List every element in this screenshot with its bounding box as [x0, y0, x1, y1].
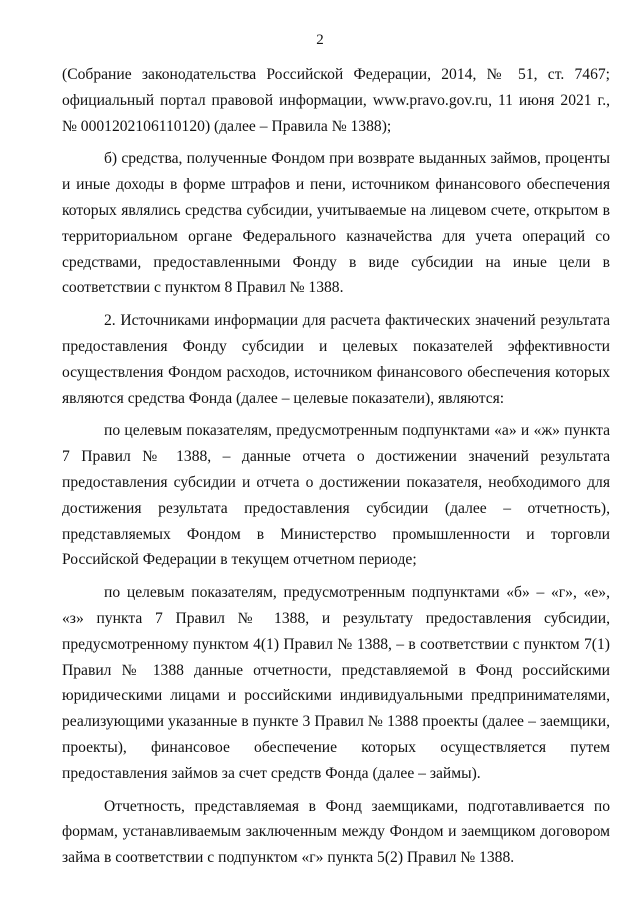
page-number: 2: [316, 32, 324, 48]
paragraph-indicators-a-zh: по целевым показателям, предусмотренным подпунктами «а» и «ж» пункта 7 Правил № 1388, – данные отчета о достижении значений результата предоставления субсидии и отчета о достижении показателя, необходимого для достижения результата предоставления субсидии (далее – отчетность), представляемых Фондом в Министерство промышленности и торговли Российской Федерации в текущем отчетном периоде;: [62, 422, 610, 569]
paragraph-citation: (Собрание законодательства Российской Федерации, 2014, № 51, ст. 7467; официальный портал правовой информации, www.pravo.gov.ru, 11 июня 2021 г., № 0001202106110120) (далее – Правила № 1388);: [62, 66, 610, 135]
paragraph-indicators-b-z: по целевым показателям, предусмотренным подпунктами «б» – «г», «е», «з» пункта 7 Правил № 1388, и результату предоставления субсидии, предусмотренному пунктом 4(1) Правил № 1388, – в соответствии с пунктом 7(1) Правил № 1388 данные отчетности, представляемой в Фонд российскими юридическими лицами и российскими индивидуальными предпринимателями, реализующими указанные в пункте 3 Правил № 1388 проекты (далее – заемщики, проекты), финансовое обеспечение которых осуществляется путем предоставления займов за счет средств Фонда (далее – займы).: [62, 584, 610, 782]
paragraph-subitem-b: б) средства, полученные Фондом при возврате выданных займов, проценты и иные доходы в форме штрафов и пени, источником финансового обеспечения которых являлись средства субсидии, учитываемые на лицевом счете, открытом в территориальном органе Федерального казначейства для учета операций со средствами, предоставленными Фонду в виде субсидии на иные цели в соответствии с пунктом 8 Правил № 1388.: [62, 150, 610, 297]
paragraph-item-2: 2. Источниками информации для расчета фактических значений результата предоставления Фонду субсидии и целевых показателей эффективности осуществления Фондом расходов, источником финансового обеспечения которых являются средства Фонда (далее – целевые показатели), являются:: [62, 312, 610, 407]
paragraph-reporting-forms: Отчетность, представляемая в Фонд заемщиками, подготавливается по формам, устанавливаемым заключенным между Фондом и заемщиком договором займа в соответствии с подпунктом «г» пункта 5(2) Правил № 1388.: [62, 797, 610, 867]
document-body: [62, 62, 610, 871]
